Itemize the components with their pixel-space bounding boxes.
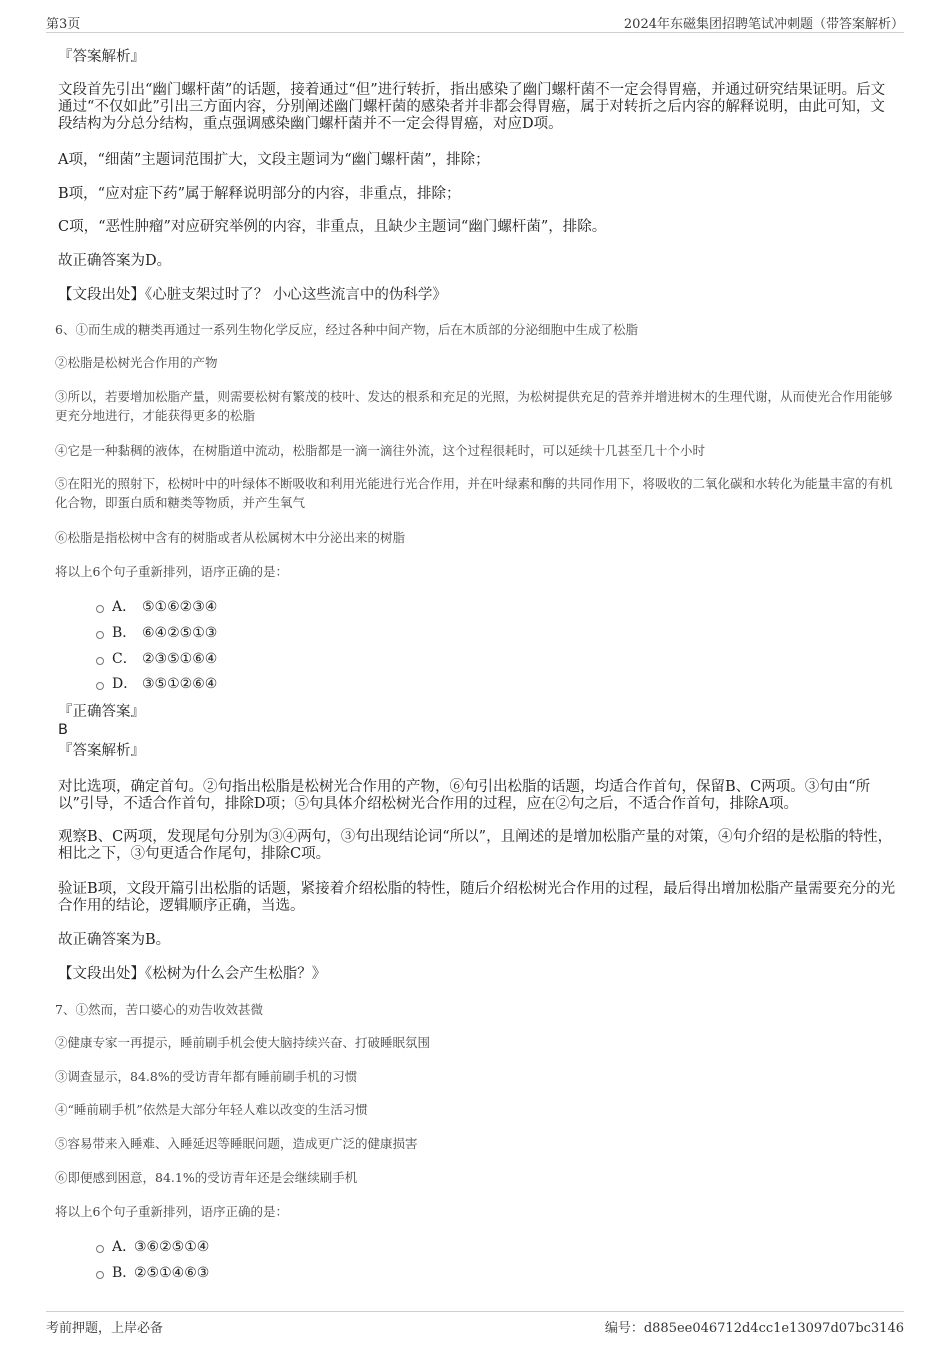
analysis-heading: 『答案解析』 xyxy=(58,743,145,759)
q6-option-c[interactable] xyxy=(96,649,217,669)
q7-prompt: 将以上6个句子重新排列，语序正确的是： xyxy=(55,1204,288,1219)
radio-circle-icon[interactable] xyxy=(96,605,104,613)
q7-sentence-5: ⑤容易带来入睡难、入睡延迟等睡眠问题，造成更广泛的健康损害 xyxy=(55,1136,418,1151)
radio-circle-icon[interactable] xyxy=(96,657,104,665)
analysis-paragraph-1: 对比选项，确定首句。②句指出松脂是松树光合作用的产物，⑥句引出松脂的话题，均适合作首句，保留B、C两项。③句由“所以”引导，不适合作首句，排除D项；⑤句具体介绍松树光合作用的过程，应在②句之后，不适合作首句，排除A项。 xyxy=(58,779,871,812)
q6-sentence-1: 6、①而生成的糖类再通过一系列生物化学反应，经过各种中间产物，后在木质部的分泌细胞中生成了松脂 xyxy=(55,322,638,337)
option-letter: B． xyxy=(112,1265,137,1281)
q7-option-a[interactable] xyxy=(96,1237,209,1257)
document-id: 编号：d885ee046712d4cc1e13097d07bc3146 xyxy=(604,1321,904,1336)
option-text: ②⑤①④⑥③ xyxy=(134,1265,210,1281)
q6-sentence-2: ②松脂是松树光合作用的产物 xyxy=(55,355,218,370)
radio-circle-icon[interactable] xyxy=(96,1245,104,1253)
q6-option-b[interactable] xyxy=(96,623,217,643)
analysis-option-b: B项，“应对症下药”属于解释说明部分的内容，非重点，排除； xyxy=(58,186,461,202)
analysis-paragraph: 文段首先引出“幽门螺杆菌”的话题，接着通过“但”进行转折，指出感染了幽门螺杆菌不一定会得胃癌，并通过研究结果证明。后文通过“不仅如此”引出三方面内容，分别阐述幽门螺杆菌的感染者并非都会得胃癌，属于对转折之后内容的解释说明，由此可知，文段结构为分总分结构，重点强调感染幽门螺杆菌并不一定会得胃癌，对应D项。 xyxy=(58,82,886,132)
q6-option-a[interactable] xyxy=(96,597,217,617)
option-text: ③⑥②⑤①④ xyxy=(134,1239,210,1255)
option-letter: A． xyxy=(112,599,137,615)
option-letter: C． xyxy=(112,651,137,667)
analysis-option-c: C项，“恶性肿瘤”对应研究举例的内容，非重点，且缺少主题词“幽门螺杆菌”，排除。 xyxy=(58,219,607,235)
document-title: 2024年东磁集团招聘笔试冲刺题（带答案解析） xyxy=(623,17,904,32)
q7-sentence-3: ③调查显示，84.8%的受访青年都有睡前刷手机的习惯 xyxy=(55,1069,358,1084)
option-text: ③⑤①②⑥④ xyxy=(142,676,218,692)
q6-prompt: 将以上6个句子重新排列，语序正确的是： xyxy=(55,564,288,579)
q7-sentence-6: ⑥即便感到困意，84.1%的受访青年还是会继续刷手机 xyxy=(55,1170,358,1185)
analysis-paragraph-3: 验证B项，文段开篇引出松脂的话题，紧接着介绍松脂的特性，随后介绍松树光合作用的过程，最后得出增加松脂产量需要充分的光合作用的结论，逻辑顺序正确，当选。 xyxy=(58,881,896,914)
analysis-paragraph-2: 观察B、C两项，发现尾句分别为③④两句，③句出现结论词“所以”，且阐述的是增加松脂产量的对策，④句介绍的是松脂的特性，相比之下，③句更适合作尾句，排除C项。 xyxy=(58,829,893,862)
option-letter: A． xyxy=(112,1239,137,1255)
option-letter: D． xyxy=(112,676,138,692)
q7-sentence-2: ②健康专家一再提示，睡前刷手机会使大脑持续兴奋、打破睡眠氛围 xyxy=(55,1035,431,1050)
answer-line: 故正确答案为D。 xyxy=(58,253,172,269)
page-header xyxy=(46,10,904,33)
option-text: ②③⑤①⑥④ xyxy=(142,651,218,667)
radio-circle-icon[interactable] xyxy=(96,682,104,690)
analysis-option-a: A项，“细菌”主题词范围扩大，文段主题词为“幽门螺杆菌”，排除； xyxy=(58,152,490,168)
footer-slogan: 考前押题，上岸必备 xyxy=(46,1321,164,1336)
page-footer xyxy=(46,1311,904,1338)
correct-answer-heading: 『正确答案』 xyxy=(58,704,145,720)
option-letter: B． xyxy=(112,625,137,641)
q6-option-d[interactable] xyxy=(96,674,217,694)
q7-option-b[interactable] xyxy=(96,1263,209,1283)
source-line: 【文段出处】《松树为什么会产生松脂？》 xyxy=(58,966,327,982)
q7-sentence-4: ④“睡前刷手机”依然是大部分年轻人难以改变的生活习惯 xyxy=(55,1102,368,1117)
q7-sentence-1: 7、①然而，苦口婆心的劝告收效甚微 xyxy=(55,1002,263,1017)
source-line: 【文段出处】《心脏支架过时了？ 小心这些流言中的伪科学》 xyxy=(58,287,447,303)
q6-sentence-6: ⑥松脂是指松树中含有的树脂或者从松属树木中分泌出来的树脂 xyxy=(55,530,406,545)
q6-sentence-5: ⑤在阳光的照射下，松树叶中的叶绿体不断吸收和利用光能进行光合作用，并在叶绿素和酶的共同作用下，将吸收的二氧化碳和水转化为能量丰富的有机化合物，即蛋白质和糖类等物质，并产生氧气 xyxy=(55,476,893,510)
q6-sentence-4: ④它是一种黏稠的液体，在树脂道中流动，松脂都是一滴一滴往外流，这个过程很耗时，可以延续十几甚至几十个小时 xyxy=(55,443,706,458)
q6-sentence-3: ③所以，若要增加松脂产量，则需要松树有繁茂的枝叶、发达的根系和充足的光照，为松树提供充足的营养并增进树木的生理代谢，从而使光合作用能够更充分地进行，才能获得更多的松脂 xyxy=(55,389,893,423)
radio-circle-icon[interactable] xyxy=(96,631,104,639)
option-text: ⑥④②⑤①③ xyxy=(142,625,218,641)
correct-answer-value: B xyxy=(58,722,68,738)
option-text: ⑤①⑥②③④ xyxy=(142,599,218,615)
radio-circle-icon[interactable] xyxy=(96,1271,104,1279)
analysis-heading: 『答案解析』 xyxy=(58,49,145,65)
page-number: 第3页 xyxy=(46,17,81,32)
answer-line: 故正确答案为B。 xyxy=(58,932,171,948)
